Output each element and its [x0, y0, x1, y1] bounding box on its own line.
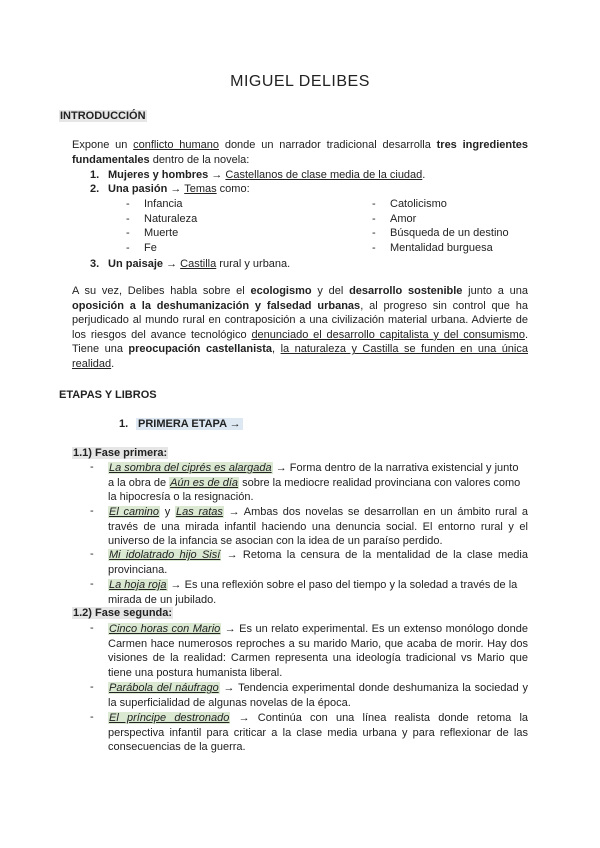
intro-heading-text: INTRODUCCIÓN: [60, 110, 146, 122]
fase-1-item-4: [108, 578, 528, 607]
book-title: La sombra del ciprés es alargada: [109, 462, 272, 474]
book-title: Mi idolatrado hijo Sisí: [109, 549, 221, 561]
dash: -: [126, 212, 130, 225]
arrow: →: [208, 169, 226, 181]
arrow: →: [163, 258, 181, 270]
item-line: [108, 711, 528, 726]
p2-line-3: [72, 313, 528, 328]
dash: -: [126, 198, 130, 210]
intro-heading: [59, 110, 147, 122]
theme-item: [372, 226, 509, 241]
fase-2-item-1: [108, 622, 528, 680]
bold-text: preocupación castellanista: [128, 343, 273, 356]
intro-list-item-3: [90, 257, 99, 272]
text: dentro de la novela:: [149, 153, 250, 166]
item-line: [108, 726, 528, 741]
theme-item: [372, 212, 509, 227]
item-line: [108, 505, 528, 520]
theme-text: Infancia: [144, 198, 183, 210]
dash: -: [372, 227, 376, 240]
fase-1-heading: [72, 447, 168, 459]
p2-line-4: [72, 328, 528, 343]
theme-item: [126, 212, 197, 227]
theme-text: Mentalidad burguesa: [390, 241, 493, 254]
text: mirada de un jubilado.: [108, 593, 217, 606]
p2-line-2: [72, 299, 528, 314]
book-title: El camino: [109, 506, 159, 518]
dash: -: [90, 578, 94, 590]
intro-paragraph-1: [72, 138, 528, 167]
text: y: [159, 506, 175, 518]
p2-line-6: [72, 357, 528, 372]
text: la hipocresía o la resignación.: [108, 491, 254, 504]
p2-line-1: [72, 284, 528, 299]
page-title: MIGUEL DELIBES: [230, 73, 370, 90]
item-line: [108, 476, 528, 491]
text: → Ambas dos novelas se desarrollan en un ámbito rural a: [223, 506, 528, 518]
text: → Continúa con una línea realista donde retoma la: [230, 712, 529, 724]
underlined-text: Castellanos de clase media de la ciudad: [225, 169, 423, 181]
stage-1-number: 1.: [119, 418, 129, 430]
text: sobre la mediocre realidad provinciana con valores como: [239, 476, 521, 489]
theme-text: Catolicismo: [390, 198, 447, 210]
text: .: [422, 169, 426, 181]
intro-paragraph-2: [72, 284, 528, 372]
bold-text: fundamentales: [72, 153, 150, 166]
item-line: [108, 681, 528, 696]
dash: -: [372, 212, 376, 225]
intro-p1-line-1: [72, 138, 528, 153]
item-line: [108, 548, 528, 563]
theme-text: Búsqueda de un destino: [390, 227, 509, 240]
list-number: 1.: [90, 169, 100, 181]
text: y del: [311, 285, 350, 297]
bold-text: oposición a la deshumanización y falsedad urbanas: [72, 299, 361, 312]
bold-text: Un paisaje: [108, 258, 164, 270]
book-title: El príncipe destronado: [109, 712, 230, 724]
text: como:: [216, 183, 250, 195]
theme-item: [126, 241, 197, 256]
text: .: [524, 328, 529, 341]
theme-text: Fe: [144, 241, 157, 254]
text: consecuencias de la guerra.: [108, 741, 246, 754]
text: Expone un: [72, 139, 134, 151]
theme-item: [126, 197, 197, 212]
text: perspectiva infantil para criticar a la clase media urbana y para reflexionar de las: [108, 726, 528, 739]
intro-list-item-2: [90, 182, 99, 197]
theme-text: Muerte: [144, 227, 179, 240]
underlined-text: la naturaleza y Castilla se funden en una única: [280, 343, 528, 356]
themes-left-column: [126, 197, 197, 255]
item-line: [108, 578, 528, 593]
bold-text: Una pasión: [108, 183, 168, 195]
intro-list-item-2-text: [108, 182, 250, 197]
intro-list-item-3-text: [108, 257, 290, 272]
intro-p1-line-2: [72, 153, 528, 168]
stages-heading: ETAPAS Y LIBROS: [59, 389, 157, 401]
item-line: [108, 563, 528, 578]
underlined-text: realidad: [72, 357, 112, 370]
theme-item: [372, 197, 509, 212]
text: provinciana.: [108, 563, 168, 576]
text: Tiene una: [72, 343, 129, 356]
dash: -: [90, 681, 94, 693]
item-line: [108, 622, 528, 637]
dash: -: [90, 548, 94, 560]
text: a la obra de: [108, 476, 170, 489]
text: visiones de la realidad: Carmen representa una ideología tradicional vs Mario que: [108, 652, 528, 665]
fase-2-item-3: [108, 711, 528, 755]
bold-text: tres ingredientes: [436, 139, 528, 151]
theme-text: Amor: [390, 212, 417, 225]
text: donde un narrador tradicional desarrolla: [219, 139, 437, 151]
item-line: [108, 740, 528, 755]
book-title: Aún es de día: [170, 476, 239, 489]
bold-text: Mujeres y hombres: [108, 169, 209, 181]
theme-text: Naturaleza: [144, 212, 198, 225]
text: .: [111, 357, 115, 370]
item-line: [108, 461, 528, 476]
intro-list-item-1: [90, 168, 99, 183]
text: → Es una reflexión sobre el paso del tiempo y la soledad a través de la: [167, 579, 518, 591]
book-title: Cinco horas con Mario: [109, 623, 221, 635]
underlined-text: conflicto humano: [133, 139, 220, 151]
item-line: [108, 651, 528, 666]
text: → Retoma la censura de la mentalidad de la clase media: [221, 549, 528, 561]
dash: -: [126, 227, 130, 240]
dash: -: [90, 711, 94, 723]
text: → Forma dentro de la narrativa existencial y junto: [272, 462, 519, 474]
dash: -: [372, 241, 376, 254]
dash: -: [90, 622, 94, 634]
text: perjudicado al mundo rural en contraposición a una civilización material urbana. Advierte de: [72, 314, 528, 327]
book-title: Las ratas: [175, 506, 223, 518]
theme-item: [126, 226, 197, 241]
fase-1-item-3: [108, 548, 528, 577]
arrow: →: [167, 183, 185, 195]
dash: -: [90, 461, 94, 473]
fase-2-item-2: [108, 681, 528, 710]
text: → Es un relato experimental. Es un extenso monólogo donde: [221, 623, 528, 635]
dash: -: [126, 241, 130, 254]
list-number: 2.: [90, 183, 100, 195]
theme-item: [372, 241, 509, 256]
stage-1-label: [136, 418, 243, 430]
item-line: [108, 534, 528, 549]
dash: -: [372, 198, 376, 210]
underlined-text: Castilla: [180, 258, 217, 270]
text: rural y urbana.: [216, 258, 291, 270]
fase-1-heading-text: 1.1) Fase primera:: [73, 447, 168, 459]
item-line: [108, 666, 528, 681]
text: ,: [272, 343, 281, 356]
p2-line-5: [72, 342, 528, 357]
fase-1-item-1: [108, 461, 528, 505]
text: la superficialidad de algunas novelas de la época.: [108, 696, 351, 709]
text: junto a una: [462, 285, 528, 297]
item-line: [108, 593, 528, 608]
item-line: [108, 490, 528, 505]
book-title: La hoja roja: [109, 579, 167, 591]
item-line: [108, 520, 528, 535]
item-line: [108, 637, 528, 652]
text: tiene una postura humanista liberal.: [108, 666, 283, 679]
text: , al progreso sin control que ha: [360, 299, 528, 312]
book-title: Parábola del náufrago: [109, 682, 219, 694]
item-line: [108, 696, 528, 711]
dash: -: [90, 505, 94, 517]
bold-text: desarrollo sostenible: [349, 285, 463, 297]
themes-right-column: [372, 197, 509, 255]
bold-text: ecologismo: [250, 285, 312, 297]
text: través de una mirada infantil haciendo una denuncia social. El entorno rural y el: [108, 520, 528, 533]
text: los riesgos del avance tecnológico: [72, 328, 252, 341]
underlined-text: Temas: [184, 183, 217, 195]
fase-1-item-2: [108, 505, 528, 549]
text: → Tendencia experimental donde deshumaniza la sociedad y: [219, 682, 528, 694]
list-number: 3.: [90, 258, 100, 270]
fase-2-heading: [72, 607, 173, 619]
fase-2-heading-text: 1.2) Fase segunda:: [73, 607, 173, 619]
intro-list-item-1-text: [108, 168, 425, 183]
stage-1-label-text: PRIMERA ETAPA →: [138, 418, 241, 430]
text: Carmen hace numerosos reproches a su marido Mario, que acaba de morir. Hay dos: [108, 637, 528, 650]
text: universo de la infancia se asocian con la idea de un paraíso perdido.: [108, 535, 443, 548]
underlined-text: denunciado el desarrollo capitalista y del consumismo: [251, 328, 525, 341]
text: A su vez, Delibes habla sobre el: [72, 285, 251, 297]
